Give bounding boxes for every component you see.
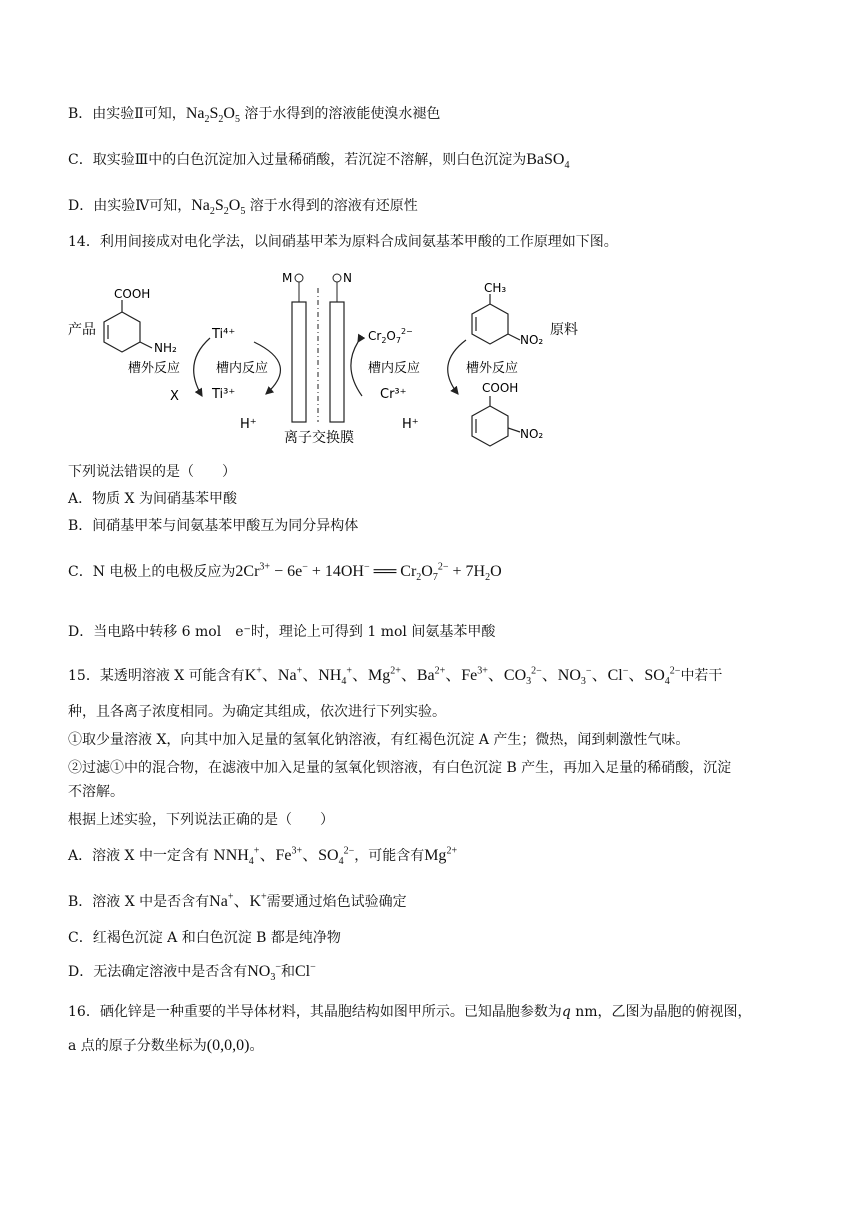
question-15-line2: 种，且各离子浓度相同。为确定其组成，依次进行下列实验。 <box>68 704 446 720</box>
option-14a: A．物质 X 为间硝基苯甲酸 <box>68 491 237 507</box>
cr3-label: Cr³⁺ <box>380 387 407 402</box>
intermediate-molecule <box>472 396 520 446</box>
ion-formula: $Mg^{2+}$ <box>424 845 458 864</box>
product-label: 产品 <box>68 322 96 338</box>
arrow-right-outer <box>448 340 466 394</box>
option-text: A．溶液 X 中一定含有 N <box>68 848 226 864</box>
outer-reaction-left: 槽外反应 <box>128 361 181 376</box>
x-label: X <box>170 389 179 404</box>
h-plus-left: H⁺ <box>240 417 257 432</box>
inner-reaction-left: 槽内反应 <box>216 361 269 376</box>
n-label: N <box>343 271 352 285</box>
option-13c <box>68 150 569 170</box>
raw-label: 原料 <box>550 322 578 338</box>
question-16-line1 <box>68 1002 752 1022</box>
experiment-2: ②过滤①中的混合物，在滤液中加入足量的氢氧化钡溶液，有白色沉淀 B 产生，再加入足量的稀硝酸，沉淀 <box>68 760 732 776</box>
question-14-stem: 14．利用间接成对电化学法，以间硝基甲苯为原料合成间氨基苯甲酸的工作原理如下图。 <box>68 234 618 250</box>
option-13d <box>68 196 418 216</box>
no2-label-top: NO₂ <box>520 333 544 347</box>
membrane-label: 离子交换膜 <box>284 430 354 446</box>
stem-text: 。 <box>249 1038 264 1054</box>
cooh-label-2: COOH <box>482 381 519 395</box>
stem-text: a 点的原子分数坐标为 <box>68 1038 207 1054</box>
option-text: B．溶液 X 中是否含有 <box>68 894 210 910</box>
ion-formula: Cl− <box>294 961 316 980</box>
option-text: 和 <box>280 964 295 980</box>
option-text: ，可能含有 <box>354 848 425 864</box>
electrochemistry-diagram <box>62 268 602 450</box>
coordinate: (0,0,0) <box>206 1037 250 1054</box>
h-plus-right: H⁺ <box>402 417 419 432</box>
arrow-right-inner <box>351 342 362 396</box>
nh2-label: NH₂ <box>154 341 177 355</box>
formula-baso4: BaSO$_4$ <box>526 151 570 172</box>
option-text: 溶于水得到的溶液有还原性 <box>249 198 418 214</box>
option-14b: B．间硝基甲苯与间氨基苯甲酸互为同分异构体 <box>68 518 359 534</box>
question-15-prompt: 根据上述实验，下列说法正确的是（ ） <box>68 812 334 828</box>
option-text: C．N 电极上的电极反应为 <box>68 564 236 580</box>
option-text: 溶于水得到的溶液能使溴水褪色 <box>244 106 441 122</box>
option-text: D．由实验Ⅳ可知， <box>68 198 192 214</box>
outer-reaction-right: 槽外反应 <box>466 361 519 376</box>
ion-formula: $NH_4^+$、$Fe^{3+}$、$SO_4^{2-}$ <box>225 845 355 868</box>
option-14d: D．当电路中转移 6 mol e⁻时，理论上可得到 1 mol 间氨基苯甲酸 <box>68 624 496 640</box>
option-15d <box>68 962 316 982</box>
stem-text: 15．某透明溶液 X 可能含有 <box>68 668 245 684</box>
electrode-m <box>292 302 306 422</box>
question-16-line2 <box>68 1036 263 1056</box>
param-q: q <box>561 1004 571 1020</box>
ion-formula: Na+、K+ <box>209 891 267 910</box>
m-label: M <box>282 271 293 285</box>
cr2o7-label: $Cr_2O_7^{2-}$ <box>368 327 413 345</box>
ch3-label: CH₃ <box>484 281 507 295</box>
electrode-equation: $2Cr^{3+} - 6e^- + 14OH^-$ ══ $Cr_2O_7^{2-} + 7H_2O$ <box>235 561 502 584</box>
question-14-prompt: 下列说法错误的是（ ） <box>68 464 236 480</box>
formula-na2s2o5: $Na_2S_2O_5$ <box>185 105 240 126</box>
arrow-left-outer <box>194 338 210 396</box>
inner-reaction-right: 槽内反应 <box>368 361 421 376</box>
electrode-n <box>330 302 344 422</box>
no2-label-bottom: NO₂ <box>520 427 544 441</box>
option-14c <box>68 562 502 582</box>
option-15c: C．红褐色沉淀 A 和白色沉淀 B 都是纯净物 <box>68 930 341 946</box>
stem-text: nm，乙图为晶胞的俯视图， <box>570 1004 752 1020</box>
raw-molecule <box>472 294 520 344</box>
option-15b <box>68 892 407 912</box>
experiment-1: ①取少量溶液 X，向其中加入足量的氢氧化钠溶液，有红褐色沉淀 A 产生；微热，闻到刺激性气味。 <box>68 732 690 748</box>
question-15-stem <box>68 666 722 686</box>
option-text: 需要通过焰色试验确定 <box>266 894 407 910</box>
ion-list: K+、Na+、$NH_4^+$、$Mg^{2+}$、$Ba^{2+}$、$Fe^{3+}$、$CO_3^{2-}$、$NO_3^-$、Cl−、$SO_4^{2-}$ <box>244 665 681 688</box>
option-text: B．由实验Ⅱ可知， <box>68 106 186 122</box>
stem-text: 中若干 <box>680 668 723 684</box>
option-13b <box>68 104 440 124</box>
option-text: D．无法确定溶液中是否含有 <box>68 964 248 980</box>
ti3-label: Ti³⁺ <box>212 387 236 402</box>
ion-formula: $NO_3^-$ <box>247 961 281 984</box>
formula-na2s2o5: $Na_2S_2O_5$ <box>191 197 246 218</box>
product-molecule <box>104 300 152 352</box>
option-text: C．取实验Ⅲ中的白色沉淀加入过量稀硝酸，若沉淀不溶解，则白色沉淀为 <box>68 152 527 168</box>
ti4-label: Ti⁴⁺ <box>212 327 236 342</box>
cooh-label: COOH <box>114 287 151 301</box>
option-15a <box>68 846 457 866</box>
experiment-2-cont: 不溶解。 <box>68 784 124 800</box>
stem-text: 16．硒化锌是一种重要的半导体材料，其晶胞结构如图甲所示。已知晶胞参数为 <box>68 1004 562 1020</box>
